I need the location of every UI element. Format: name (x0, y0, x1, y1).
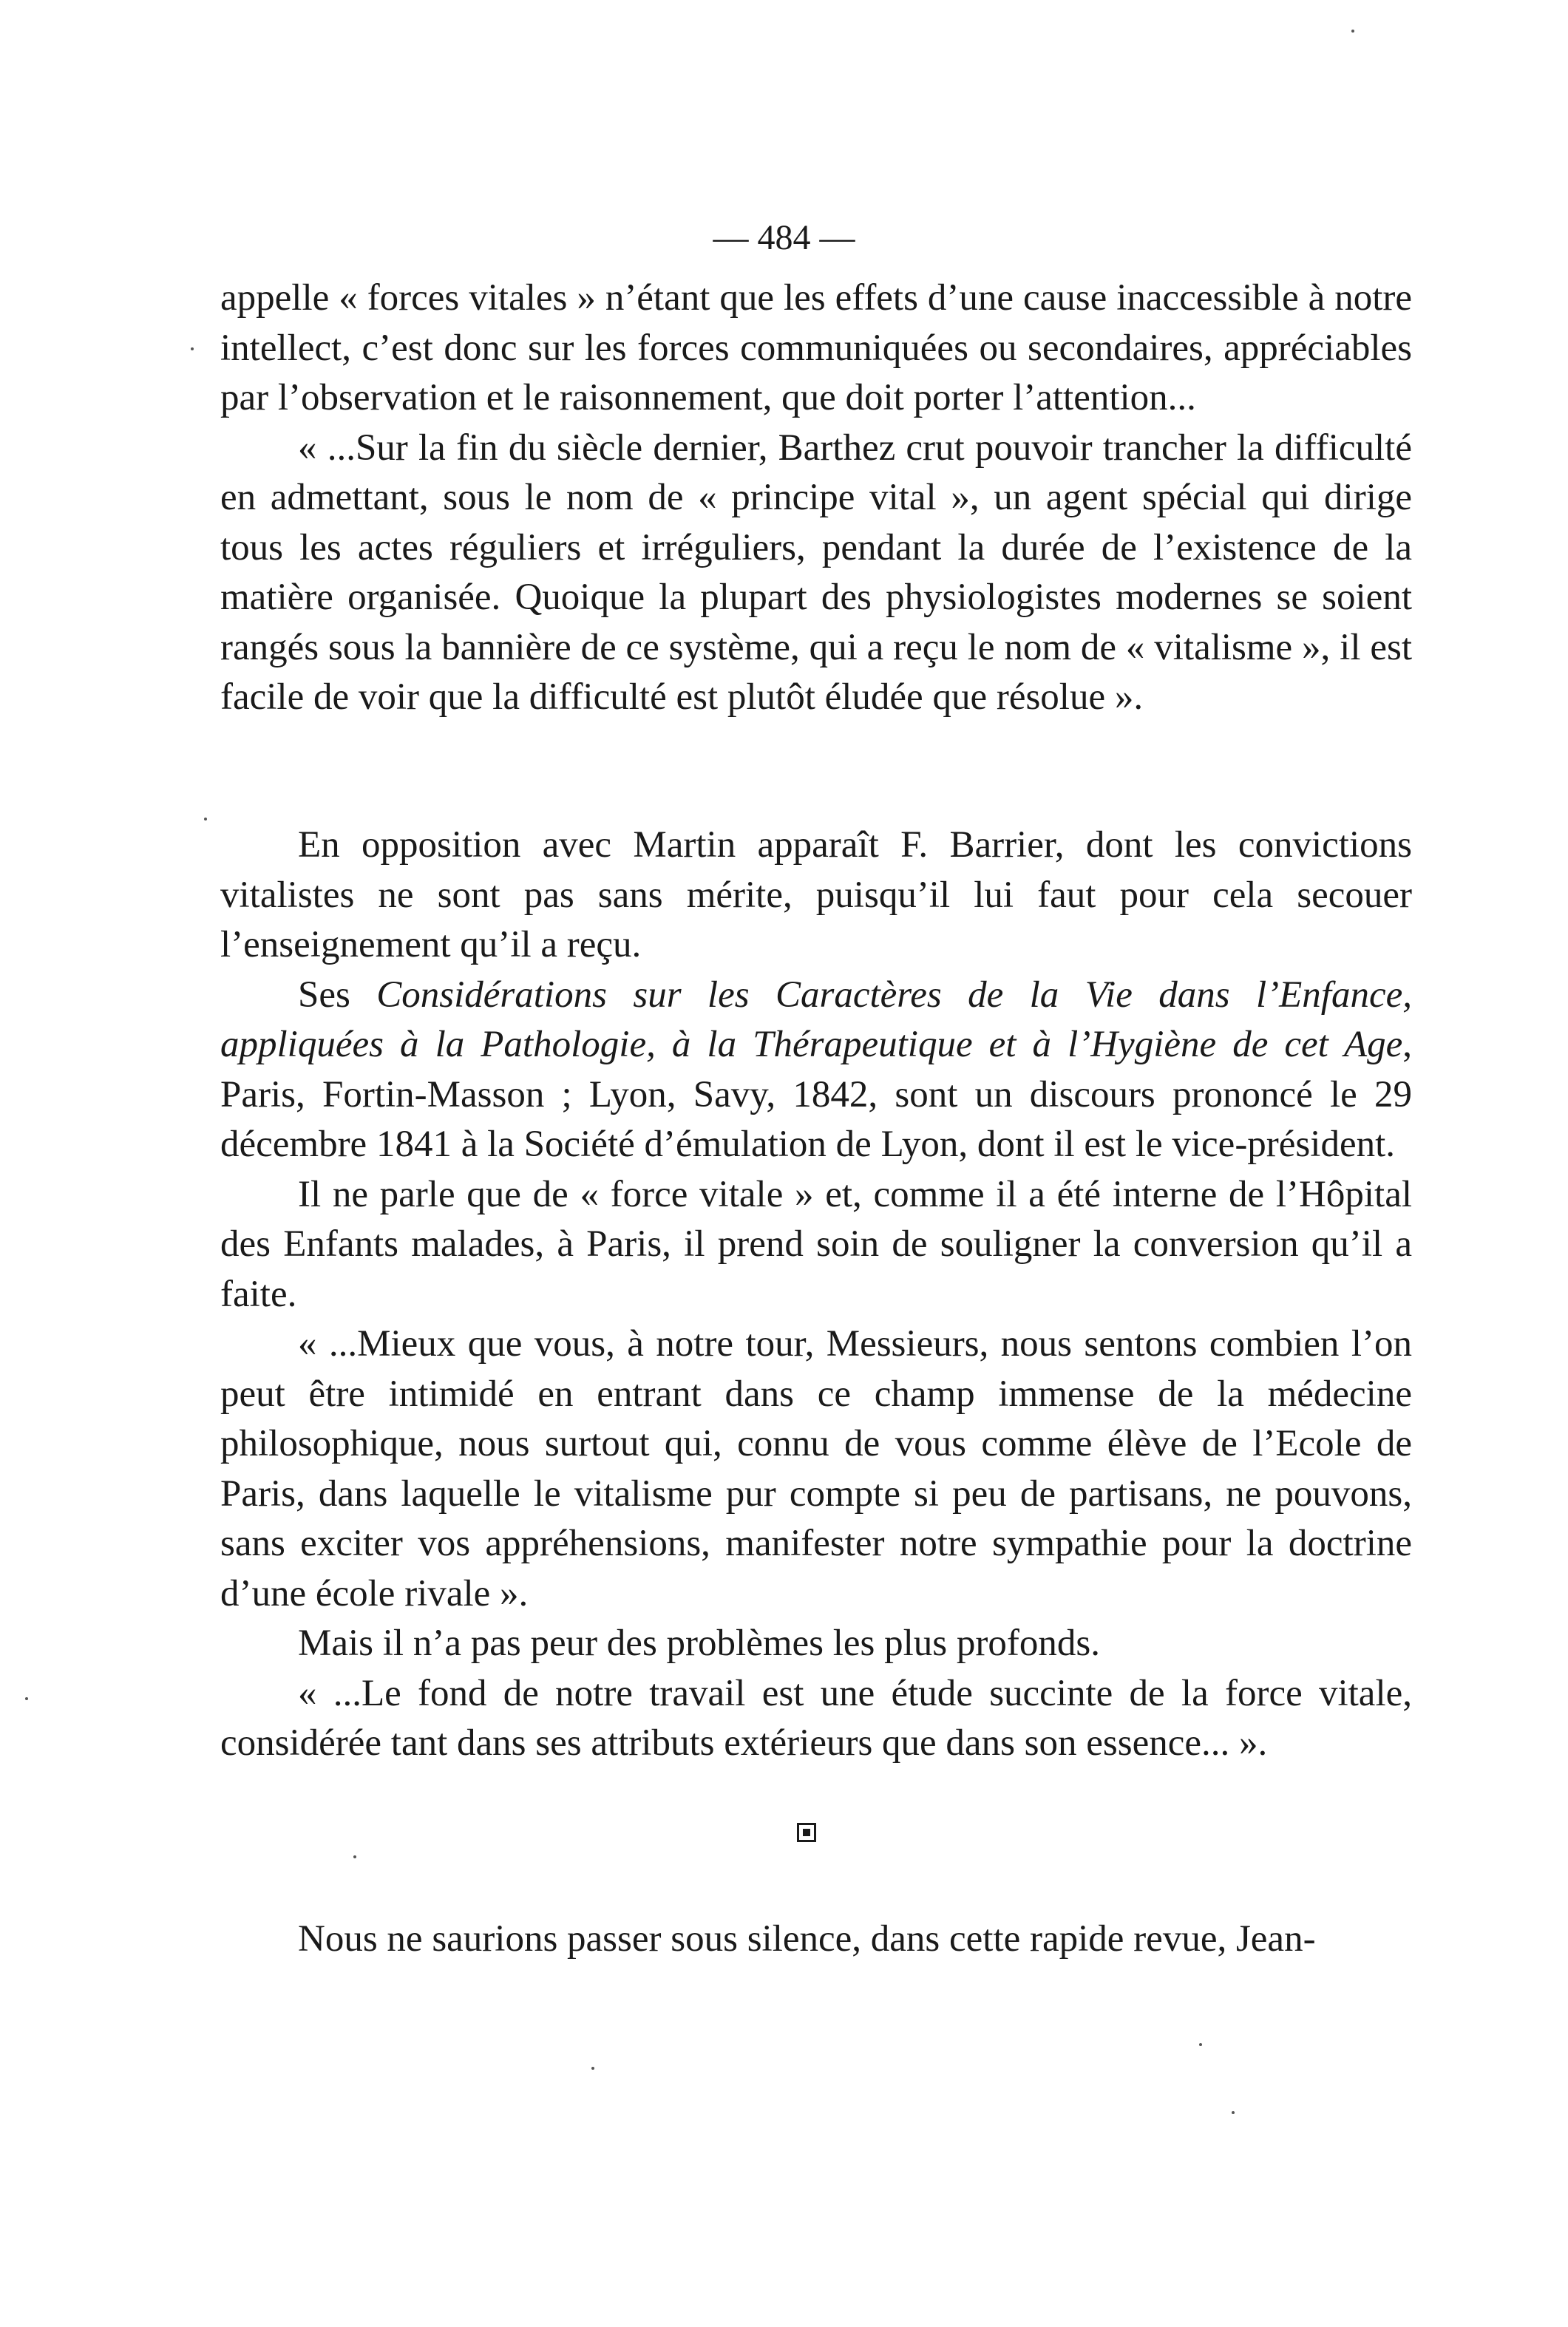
text-block-middle (220, 821, 1412, 1769)
quoted-paragraph: « ...Mieux que vous, à notre tour, Messieurs, nous sentons combien l’on peut être intimidé en entrant dans ce champ immense de la médecine philosophique, nous surtout qui, connu de vous comme élève de l’Ecole de Paris, dans laquelle le vitalisme pur compte si peu de partisans, ne pouvons, sans exciter vos appréhensions, manifester notre sympathie pour la doctrine d’une école rivale ». (220, 1323, 1412, 1614)
page-number: — 484 — (713, 218, 855, 257)
quoted-paragraph: « ...Sur la fin du siècle dernier, Barthez crut pouvoir trancher la difficulté en admettant, sous le nom de « principe vital », un agent spécial qui dirige tous les actes réguliers et irréguliers, pendant la durée de l’existence de la matière organisée. Quoique la plupart des physiologistes modernes se soient rangés sous la bannière de ce système, qui a reçu le nom de « vitalisme », il est facile de voir que la difficulté est plutôt éludée que résolue ». (220, 427, 1412, 718)
quoted-paragraph: « ...Le fond de notre travail est une étude succinte de la force vitale, considérée tant dans ses attributs extérieurs que dans son essence... ». (220, 1672, 1412, 1764)
scan-speck (191, 347, 194, 350)
paragraph: Nous ne saurions passer sous silence, dans cette rapide revue, Jean- (298, 1918, 1316, 1960)
book-title: Considérations sur les Caractères de la Vie dans l’Enfance, appliquées à la Pathologie, à la Thérapeutique et à l’Hygiène de cet Age (220, 974, 1412, 1065)
paragraph: Mais il n’a pas peur des problèmes les plus profonds. (298, 1623, 1100, 1664)
scan-speck (1199, 2043, 1202, 2046)
paragraph-rest: , Paris, Fortin-Masson ; Lyon, Savy, 1842, sont un discours prononcé le 29 décembre 1841 à la Société d’émulation de Lyon, dont il est le vice-président. (220, 1024, 1412, 1165)
text-block-top (220, 274, 1412, 723)
paragraph: appelle « forces vitales » n’étant que les effets d’une cause inaccessible à notre intellect, c’est donc sur les forces communiquées ou secondaires, appréciables par l’observation et le raisonnement, que doit porter l’attention... (220, 277, 1412, 418)
paragraph-with-title (220, 971, 1412, 1170)
paragraph: Il ne parle que de « force vitale » et, comme il a été interne de l’Hôpital des Enfants malades, à Paris, il prend soin de souligner la conversion qu’il a faite. (220, 1173, 1412, 1315)
scan-speck (204, 818, 207, 821)
section-divider-icon (797, 1823, 816, 1842)
scan-speck (25, 1697, 28, 1700)
scan-speck (1351, 30, 1354, 33)
scan-speck (1232, 2111, 1235, 2114)
scan-speck (353, 1855, 356, 1858)
paragraph: En opposition avec Martin apparaît F. Barrier, dont les convictions vitalistes ne sont pas sans mérite, puisqu’il lui faut pour cela secouer l’enseignement qu’il a reçu. (220, 824, 1412, 965)
scan-speck (591, 2067, 594, 2070)
text-block-bottom (220, 1915, 1412, 1965)
paragraph-lead: Ses (298, 974, 377, 1016)
